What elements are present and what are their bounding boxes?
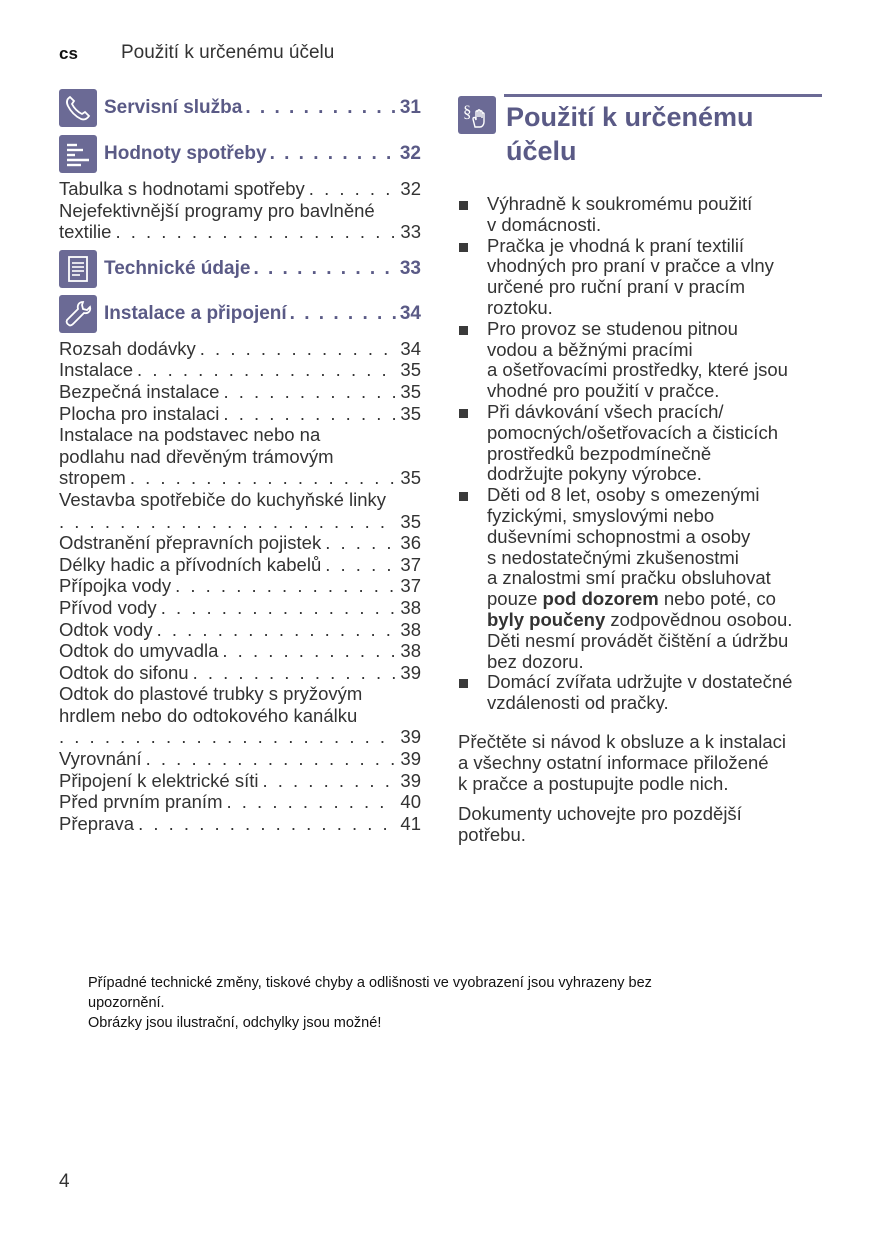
toc-entry[interactable]: Bezpečná instalace . . . 35 <box>59 381 421 403</box>
bullet-square <box>459 243 468 252</box>
toc-entry[interactable]: Odtok do umyvadla . . . 38 <box>59 640 421 662</box>
disclaimer-notice: Případné technické změny, tiskové chyby a odlišnosti ve vyobrazení jsou vyhrazeny bez upozornění. Obrázky jsou ilustrační, odchylky jsou možné! <box>88 975 652 1031</box>
toc-page: 34 <box>399 302 421 324</box>
toc-entry-line[interactable]: podlahu nad dřevěným trámovým <box>59 445 334 467</box>
toc-entry[interactable]: Odstranění přepravních pojistek . . . 36 <box>59 532 421 554</box>
paragraph: Dokumenty uchovejte pro pozdější potřebu. <box>458 803 742 846</box>
bullet-square <box>459 326 468 335</box>
toc-entry[interactable]: . . . 39 <box>59 726 421 748</box>
phone-icon <box>59 89 97 127</box>
section-body <box>458 194 823 846</box>
toc-entry[interactable]: Tabulka s hodnotami spotřeby . . . 32 <box>59 178 421 200</box>
toc-section-label: Hodnoty spotřeby <box>104 143 267 164</box>
bullet-square <box>459 679 468 688</box>
paragraph-hand-icon <box>458 96 496 134</box>
toc-entry[interactable]: Přívod vody . . . 38 <box>59 597 421 619</box>
list-item: Pro provoz se studenou pitnou vodou a běžnými pracími a ošetřovacími prostředky, které jsou vhodné pro použití v pračce. <box>458 319 823 402</box>
toc-section-technical[interactable] <box>59 249 421 289</box>
toc-section-label: Servisní služba <box>104 97 243 118</box>
toc-section-consumption[interactable] <box>59 134 421 174</box>
toc-entry[interactable]: Přípojka vody . . . 37 <box>59 575 421 597</box>
toc-page: 33 <box>399 257 421 279</box>
toc-section-label: Technické údaje <box>104 257 251 279</box>
list-item: Děti od 8 let, osoby s omezenými fyzickými, smyslovými nebo duševními schopnostmi a osoby s nedostatečnými zkušenostmi a znalostmi smí pračku obsluhovat pouze pod dozorem nebo poté, co byly poučeny zodpovědnou osobou. Děti nesmí provádět čištění a údržbu bez dozoru. <box>458 485 823 672</box>
list-item: Při dávkování všech pracích/ pomocných/ošetřovacích a čisticích prostředků bezpodmínečně dodržujte pokyny výrobce. <box>458 402 823 485</box>
toc-section-service[interactable] <box>59 88 421 128</box>
toc-entry[interactable]: Instalace . . . 35 <box>59 359 421 381</box>
svg-text:§: § <box>463 102 472 121</box>
toc-section-install[interactable] <box>59 294 421 334</box>
document-icon <box>59 250 97 288</box>
bullet-square <box>459 409 468 418</box>
toc-entry[interactable]: Připojení k elektrické síti . . . 39 <box>59 770 421 792</box>
toc-entry[interactable]: Odtok vody . . . 38 <box>59 619 421 641</box>
header-lang: cs <box>59 44 78 63</box>
toc-entry[interactable]: Přeprava . . . 41 <box>59 813 421 835</box>
toc-entry[interactable]: stropem . . . 35 <box>59 467 421 489</box>
toc-entry-line[interactable]: Odtok do plastové trubky s pryžovým <box>59 683 363 705</box>
toc-entries-install <box>59 338 421 835</box>
toc-page: 31 <box>399 97 421 118</box>
toc-entry[interactable]: Odtok do sifonu . . . 39 <box>59 662 421 684</box>
table-of-contents <box>59 88 421 834</box>
toc-entry[interactable]: Před prvním praním . . . 40 <box>59 791 421 813</box>
toc-section-label: Instalace a připojení <box>104 302 287 324</box>
section-title-line: účelu <box>506 136 577 166</box>
toc-entry-line[interactable]: Vestavba spotřebiče do kuchyňské linky <box>59 488 387 510</box>
heading-rule <box>504 94 822 97</box>
toc-entry[interactable]: Vyrovnání . . . 39 <box>59 748 421 770</box>
page-number: 4 <box>59 1171 70 1192</box>
list-item: Výhradně k soukromému použití v domácnosti. <box>458 194 823 236</box>
toc-entry-line[interactable]: hrdlem nebo do odtokového kanálku <box>59 704 358 726</box>
toc-entry[interactable]: . . . 35 <box>59 511 421 533</box>
emphasis: pod dozorem <box>542 588 659 610</box>
toc-entry[interactable]: textilie . . . 33 <box>59 221 421 243</box>
paragraph: Přečtěte si návod k obsluze a k instalaci a všechny ostatní informace přiložené k pračce a postupujte podle nich. <box>458 730 787 794</box>
toc-entries-consumption <box>59 178 421 243</box>
bullet-square <box>459 492 468 501</box>
wrench-icon <box>59 295 97 333</box>
consumption-icon <box>59 135 97 173</box>
toc-entry-line[interactable]: Instalace na podstavec nebo na <box>59 424 321 446</box>
section-title-line: Použití k určenému <box>506 102 754 132</box>
list-item: Domácí zvířata udržujte v dostatečné vzdálenosti od pračky. <box>458 672 823 714</box>
toc-entry[interactable]: Délky hadic a přívodních kabelů . . . 37 <box>59 554 421 576</box>
bullet-square <box>459 201 468 210</box>
emphasis: byly poučeny <box>487 608 606 630</box>
toc-entry-line[interactable]: Nejefektivnější programy pro bavlněné <box>59 199 375 221</box>
toc-entry[interactable]: Rozsah dodávky . . . 34 <box>59 338 421 360</box>
toc-page: 32 <box>399 143 421 164</box>
list-item: Pračka je vhodná k praní textilií vhodných pro praní v pračce a vlny určené pro ruční praní v pracím roztoku. <box>458 236 823 319</box>
toc-entry[interactable]: Plocha pro instalaci . . . 35 <box>59 403 421 425</box>
header-title: Použití k určenému účelu <box>121 42 335 63</box>
